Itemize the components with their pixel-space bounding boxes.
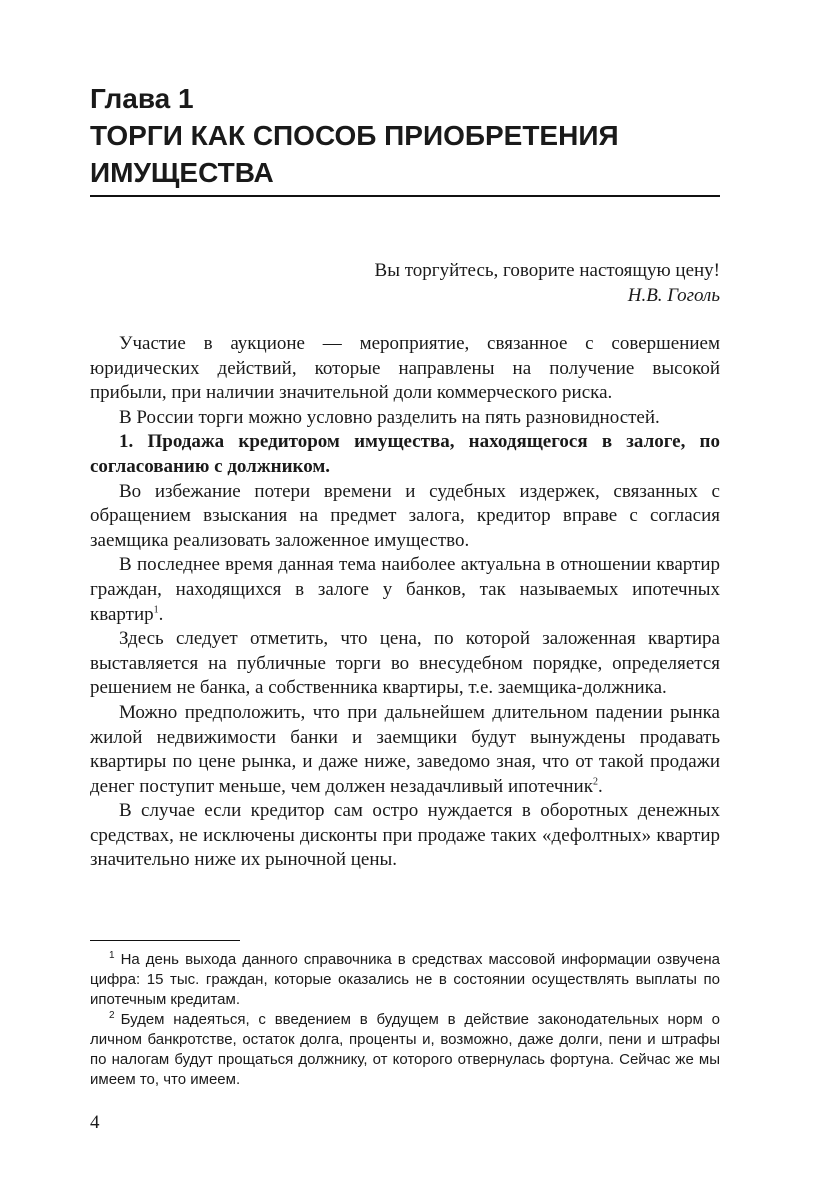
footnote-mark: 2: [109, 1010, 115, 1021]
paragraph: Здесь следует отметить, что цена, по которой заложенная квартира выставляется на публичные торги во внесудебном порядке, определяется решением не банка, а собственника квартиры, т.е. заемщика-должника.: [90, 628, 720, 699]
footnote-divider: [90, 940, 240, 941]
chapter-title-line-1: ТОРГИ КАК СПОСОБ ПРИОБРЕТЕНИЯ: [90, 120, 619, 151]
footnote-mark: 1: [109, 950, 115, 961]
paragraph-text: В последнее время данная тема наиболее актуальна в отношении квартир граждан, находящихся в залоге у банков, так называемых ипотечных квартир: [90, 554, 720, 625]
footnote: [90, 950, 720, 1010]
body-text: [90, 332, 720, 873]
footnote-ref-2[interactable]: 2: [592, 776, 598, 788]
epigraph: [90, 258, 720, 308]
paragraph: Участие в аукционе — мероприятие, связанное с совершением юридических действий, которые направлены на получение высокой прибыли, при наличии значительной доли коммерческого риска.: [90, 333, 720, 404]
paragraph: [90, 553, 720, 627]
chapter-heading: [90, 80, 730, 191]
section-heading: 1. Продажа кредитором имущества, находящегося в залоге, по согласованию с должником.: [90, 431, 720, 477]
paragraph: В России торги можно условно разделить на пять разновидностей.: [119, 406, 660, 428]
paragraph-end: .: [597, 775, 603, 797]
footnote-text: Будем надеяться, с введением в будущем в действие законодательных норм о личном банкротстве, остаток долга, проценты и, возможно, даже долги, пени и штрафы по налогам будут прощаться должнику, от которого отвернулась фортуна. Сейчас же мы имеем то, что имеем.: [90, 1011, 720, 1088]
paragraph-end: .: [158, 603, 164, 625]
epigraph-author: Н.В. Гоголь: [627, 285, 720, 306]
chapter-title-line-2: ИМУЩЕСТВА: [90, 157, 274, 188]
footnote-text: На день выхода данного справочника в средствах массовой информации озвучена цифра: 15 тыс. граждан, которые оказались не в состоянии осуществлять выплаты по ипотечным кредитам.: [90, 951, 720, 1008]
paragraph-text: Можно предположить, что при дальнейшем длительном падении рынка жилой недвижимости банки и заемщики будут вынуждены продавать квартиры по цене рынка, и даже ниже, заведомо зная, что от такой продажи денег поступит меньше, чем должен незадачливый ипотечник: [90, 701, 720, 797]
paragraph: [90, 701, 720, 799]
paragraph: Во избежание потери времени и судебных издержек, связанных с обращением взыскания на предмет залога, кредитор вправе с согласия заемщика реализовать заложенное имущество.: [90, 480, 720, 551]
epigraph-quote: Вы торгуйтесь, говорите настоящую цену!: [374, 260, 720, 281]
footnotes: [90, 950, 720, 1090]
footnote: [90, 1010, 720, 1090]
chapter-label: Глава 1: [90, 83, 194, 114]
heading-divider: [90, 195, 720, 197]
paragraph: В случае если кредитор сам остро нуждается в оборотных денежных средствах, не исключены дисконты при продаже таких «дефолтных» квартир значительно ниже их рыночной цены.: [90, 800, 720, 871]
footnote-ref-1[interactable]: 1: [153, 604, 159, 616]
page-number: 4: [90, 1112, 100, 1133]
